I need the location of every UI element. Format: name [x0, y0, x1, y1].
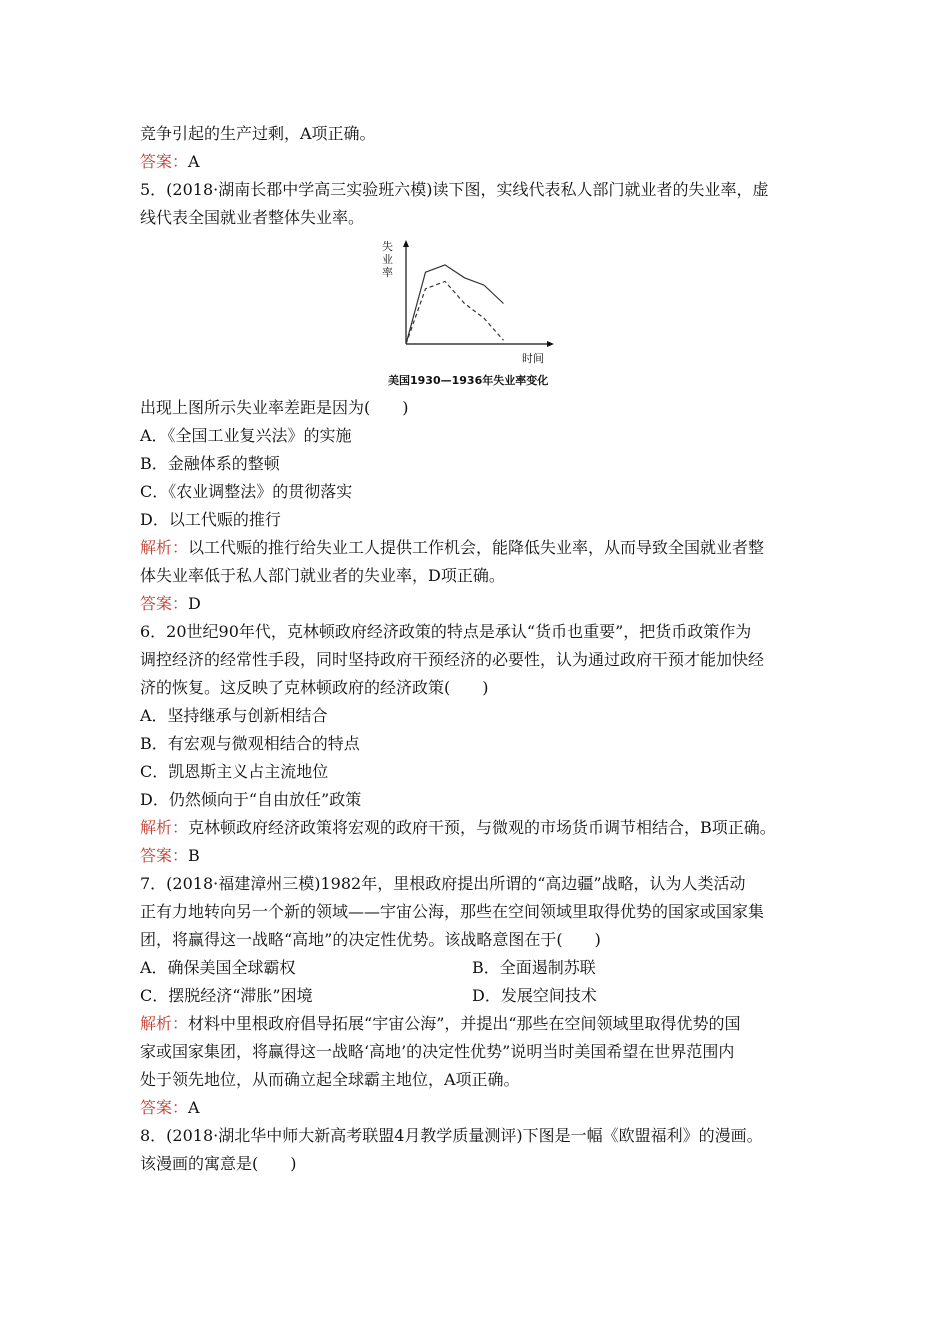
option-d: D．仍然倾向于“自由放任”政策: [140, 790, 362, 809]
text-line: 家或国家集团，将赢得这一战略‘高地’的决定性优势”说明当时美国希望在世界范围内: [140, 1042, 735, 1061]
text-line: 处于领先地位，从而确立起全球霸主地位，A项正确。: [140, 1070, 520, 1089]
answer-label: 答案：: [140, 594, 189, 613]
text-line: 体失业率低于私人部门就业者的失业率，D项正确。: [140, 566, 505, 585]
answer-value: A: [188, 1098, 200, 1117]
answer-line: [140, 846, 200, 866]
text-line: 该漫画的寓意是( ): [140, 1154, 297, 1173]
answer-label: 答案：: [140, 152, 189, 171]
question-7-line: 7．(2018·福建漳州三模)1982年，里根政府提出所谓的“高边疆”战略，认为人类活动: [140, 874, 746, 893]
option-c: C．摆脱经济“滞胀”困境: [140, 986, 313, 1005]
option-d: D．以工代赈的推行: [140, 510, 281, 529]
question-stem: 出现上图所示失业率差距是因为( ): [140, 398, 409, 417]
y-axis-arrow: [403, 240, 409, 247]
x-axis-label: 时间: [522, 352, 544, 365]
answer-line: [140, 1098, 200, 1118]
analysis-label: 解析：: [140, 1014, 189, 1033]
analysis-label: 解析：: [140, 818, 189, 837]
answer-label: 答案：: [140, 1098, 189, 1117]
answer-line: [140, 152, 200, 172]
text-line: 竞争引起的生产过剩，A项正确。: [140, 124, 376, 143]
question-6-line: 6．20世纪90年代，克林顿政府经济政策的特点是承认“货币也重要”，把货币政策作为: [140, 622, 752, 641]
question-8-line: 8．(2018·湖北华中师大新高考联盟4月教学质量测评)下图是一幅《欧盟福利》的漫画。: [140, 1126, 763, 1145]
text-line: 正有力地转向另一个新的领域——宇宙公海，那些在空间领域里取得优势的国家或国家集: [140, 902, 765, 921]
analysis-text: 以工代赈的推行给失业工人提供工作机会，能降低失业率，从而导致全国就业者整: [188, 538, 765, 557]
option-a: A．确保美国全球霸权: [140, 958, 296, 977]
option-c: C．《农业调整法》的贯彻落实: [140, 482, 353, 501]
analysis-line: [140, 1014, 741, 1034]
option-c: C．凯恩斯主义占主流地位: [140, 762, 329, 781]
option-d: D．发展空间技术: [472, 986, 597, 1005]
chart-title: 美国1930—1936年失业率变化: [388, 374, 549, 387]
option-a: A．坚持继承与创新相结合: [140, 706, 328, 725]
option-b: B．金融体系的整顿: [140, 454, 280, 473]
answer-line: [140, 594, 201, 614]
analysis-line: [140, 818, 776, 838]
analysis-line: [140, 538, 764, 558]
text-line: 调控经济的经常性手段，同时坚持政府干预经济的必要性，认为通过政府干预才能加快经: [140, 650, 765, 669]
analysis-label: 解析：: [140, 538, 189, 557]
option-a: A．《全国工业复兴法》的实施: [140, 426, 352, 445]
unemployment-chart: [380, 232, 580, 392]
answer-value: B: [188, 846, 200, 865]
y-axis-label: 失业率: [382, 240, 393, 279]
text-line: 济的恢复。这反映了克林顿政府的经济政策( ): [140, 678, 489, 697]
private-sector-unemployment-line: [406, 265, 504, 344]
analysis-text: 材料中里根政府倡导拓展“宇宙公海”，并提出“那些在空间领域里取得优势的国: [188, 1014, 741, 1033]
text-line: 团，将赢得这一战略“高地”的决定性优势。该战略意图在于( ): [140, 930, 601, 949]
text-line: 线代表全国就业者整体失业率。: [140, 208, 365, 227]
analysis-text: 克林顿政府经济政策将宏观的政府干预，与微观的市场货币调节相结合，B项正确。: [188, 818, 776, 837]
answer-value: D: [188, 594, 201, 613]
answer-value: A: [188, 152, 200, 171]
answer-label: 答案：: [140, 846, 189, 865]
question-5-line: 5．(2018·湖南长郡中学高三实验班六模)读下图，实线代表私人部门就业者的失业率，虚: [140, 180, 769, 199]
option-b: B．全面遏制苏联: [472, 958, 596, 977]
option-b: B．有宏观与微观相结合的特点: [140, 734, 360, 753]
x-axis-arrow: [547, 341, 554, 347]
